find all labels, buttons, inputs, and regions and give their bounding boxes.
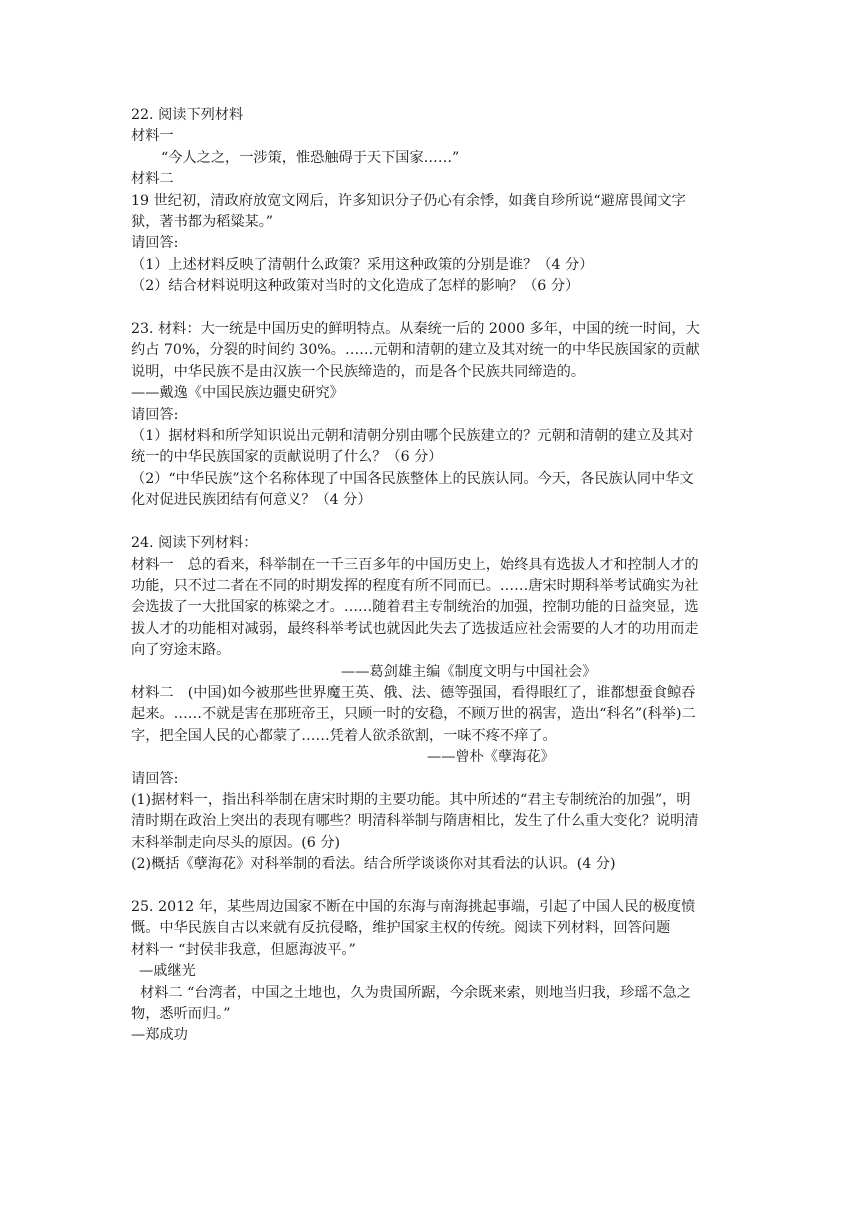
q23-subquestion-2-line-2: 化对促进民族团结有何意义？（4 分）	[131, 492, 372, 509]
q24-material-2-line-3: 字，把全国人民的心都蒙了……凭着人欲杀欲割，一味不疼不痒了。	[131, 727, 557, 744]
q24-subquestion-1-line-3: 末科举制走向尽头的原因。(6 分)	[131, 834, 341, 851]
q25-material-1-source: —戚继光	[139, 963, 196, 980]
q23-material-line-3: 说明，中华民族不是由汉族一个民族缔造的，而是各个民族共同缔造的。	[131, 363, 586, 380]
q24-material-2-source: ——曾朴《孽海花》	[427, 749, 555, 766]
q24-subquestion-1-line-1: (1)据材料一，指出科举制在唐宋时期的主要功能。其中所述的“君主专制统治的加强”，明	[131, 791, 691, 808]
q22-title: 22. 阅读下列材料	[131, 107, 244, 123]
q25-intro-line-1: 25. 2012 年，某些周边国家不断在中国的东海与南海挑起事端，引起了中国人民的极度愤	[131, 898, 696, 915]
document-body	[131, 105, 741, 1047]
q24-material-1-line-3: 会选拔了一大批国家的栋梁之才。……随着君主专制统治的加强，控制功能的日益突显，选	[131, 599, 699, 616]
q25-material-2-source: —郑成功	[131, 1027, 188, 1044]
q22-material-2-label: 材料二	[131, 171, 174, 188]
q25-material-2-line-1: 材料二 “台湾者，中国之土地也，久为贵国所踞，今余既来索，则地当归我，珍瑶不急之	[131, 984, 691, 1001]
q22-material-2-line-1: 19 世纪初，清政府放宽文网后，许多知识分子仍心有余悸，如龚自珍所说“避席畏闻文字	[131, 192, 686, 209]
q23-material-line-2: 约占 70%，分裂的时间约 30%。……元朝和清朝的建立及其对统一的中华民族国家的贡献	[131, 342, 700, 359]
q25-intro-line-2: 慨。中华民族自古以来就有反抗侵略，维护国家主权的传统。阅读下列材料，回答问题	[131, 920, 671, 937]
q24-material-1-line-2: 功能，只不过二者在不同的时期发挥的程度有所不同而已。……唐宋时期科举考试确实为社	[131, 577, 699, 594]
q24-prompt: 请回答:	[131, 770, 179, 787]
q24-material-1-line-5: 向了穷途末路。	[131, 642, 231, 659]
q25-material-1: 材料一 “封侯非我意，但愿海波平。”	[131, 941, 356, 958]
q23-prompt: 请回答:	[131, 406, 179, 423]
q23-subquestion-2-line-1: （2）“中华民族”这个名称体现了中国各民族整体上的民族认同。今天，各民族认同中华文	[131, 470, 694, 487]
q24-material-1-line-4: 拔人才的功能相对减弱，最终科举考试也就因此失去了选拔适应社会需要的人才的功用而走	[131, 620, 699, 637]
q22-material-2-line-2: 狱，著书都为稻粱某。”	[131, 214, 274, 231]
q23-subquestion-1-line-1: （1）据材料和所学知识说出元朝和清朝分别由哪个民族建立的？元朝和清朝的建立及其对	[131, 428, 694, 445]
q24-title: 24. 阅读下列材料：	[131, 535, 258, 552]
q22-prompt: 请回答:	[131, 235, 179, 252]
q23-subquestion-1-line-2: 统一的中华民族国家的贡献说明了什么？（6 分）	[131, 449, 443, 466]
q25-material-2-line-2: 物，悉听而归。”	[131, 1006, 231, 1023]
q22-material-1-text: “今人之之，一涉策，惟恐触碍于天下国家……”	[161, 149, 460, 166]
q22-subquestion-2: （2）结合材料说明这种政策对当时的文化造成了怎样的影响？（6 分）	[131, 278, 580, 295]
q24-material-2-line-1: 材料二 (中国)如今被那些世界魔王英、俄、法、德等强国，看得眼红了，谁都想蚕食鲸吞	[131, 684, 696, 701]
q24-material-1-line-1: 材料一 总的看来，科举制在一千三百多年的中国历史上，始终具有选拔人才和控制人才的	[131, 556, 699, 573]
q22-subquestion-1: （1）上述材料反映了清朝什么政策？采用这种政策的分别是谁？（4 分）	[131, 256, 594, 273]
q24-material-2-line-2: 起来。……不就是害在那班帝王，只顾一时的安稳，不顾万世的祸害，造出“科名”(科举)二	[131, 706, 696, 723]
q24-subquestion-1-line-2: 清时期在政治上突出的表现有哪些？明清科举制与隋唐相比，发生了什么重大变化？说明清	[131, 813, 699, 830]
q24-material-1-source: ——葛剑雄主编《制度文明与中国社会》	[341, 663, 597, 680]
q23-source: ——戴逸《中国民族边疆史研究》	[131, 385, 344, 402]
q22-material-1-label: 材料一	[131, 128, 174, 145]
q23-material-line-1: 23. 材料：大一统是中国历史的鲜明特点。从秦统一后的 2000 多年，中国的统一时间，大	[131, 321, 700, 338]
q24-subquestion-2: (2)概括《孽海花》对科举制的看法。结合所学谈谈你对其看法的认识。(4 分)	[131, 856, 616, 873]
